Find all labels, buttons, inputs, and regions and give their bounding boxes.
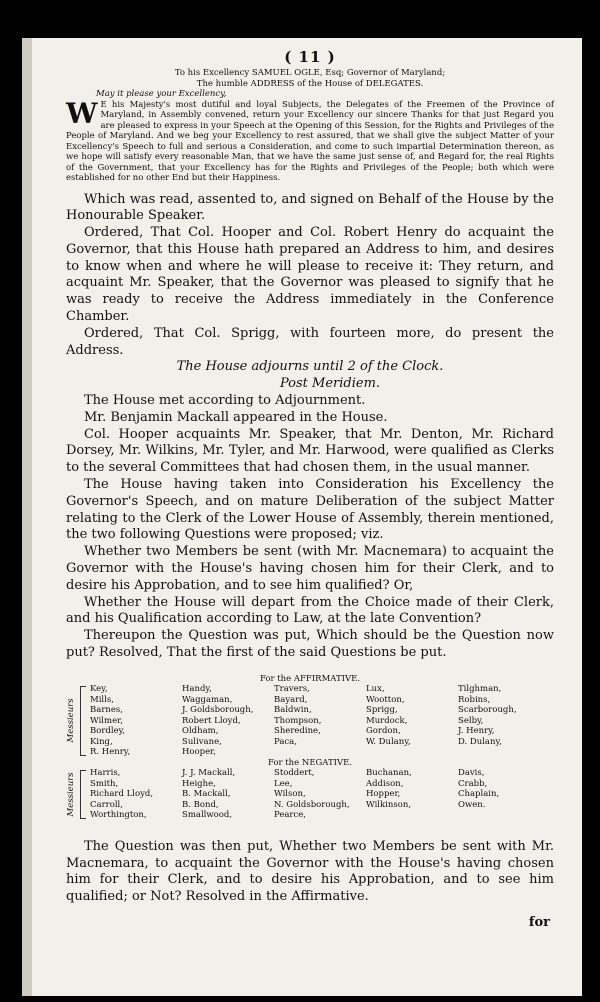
- member-name: Chaplain,: [458, 789, 500, 800]
- member-name: Wilkinson,: [366, 799, 412, 810]
- brace: [80, 770, 86, 819]
- member-name: Richard Lloyd,: [90, 789, 154, 800]
- member-name: Mills,: [90, 694, 114, 705]
- page-number: ( 11 ): [284, 48, 336, 66]
- member-name: Paca,: [274, 736, 297, 747]
- member-name: Addison,: [366, 778, 404, 789]
- member-name: Wootton,: [366, 694, 405, 705]
- vote-column: [90, 684, 182, 758]
- member-name: N. Goldsborough,: [274, 799, 350, 810]
- member-name: Barnes,: [90, 705, 123, 716]
- vote-column: [458, 768, 550, 821]
- address-title: The humble ADDRESS of the House of DELEGATES.: [196, 78, 424, 89]
- catchword: for: [528, 915, 550, 930]
- member-name: Murdock,: [366, 715, 408, 726]
- member-name: Smith,: [90, 778, 119, 789]
- paragraph: Col. Hooper acquaints Mr. Speaker, that Mr. Denton, Mr. Richard Dorsey, Mr. Wilkins, Mr. Tyler, and Mr. Harwood, were qualified as Clerks to the several Committees that had chosen them, in the usual manner.: [66, 426, 554, 476]
- member-name: Stoddert,: [274, 768, 315, 779]
- member-name: Robert Lloyd,: [182, 715, 241, 726]
- vote-column: [274, 768, 366, 821]
- closing-paragraph: The Question was then put, Whether two Members be sent with Mr. Macnemara, to acquaint the Governor with the House's having chosen him for their Clerk, and to desire his Approbation, and to see him qualified; or Not? Resolved in the Affirmative.: [66, 838, 554, 905]
- vote-column: [366, 768, 458, 821]
- affirmative-group: [66, 684, 554, 758]
- member-name: Wilmer,: [90, 715, 123, 726]
- member-name: J. Goldsborough,: [182, 705, 254, 716]
- member-name: Heighe,: [182, 778, 216, 789]
- member-name: King,: [90, 736, 113, 747]
- member-name: Worthington,: [90, 810, 147, 821]
- affirmative-heading: For the AFFIRMATIVE.: [259, 673, 361, 684]
- vote-column: [458, 684, 550, 758]
- member-name: Thompson,: [274, 715, 322, 726]
- member-name: Bordley,: [90, 726, 125, 737]
- member-name: Pearce,: [274, 810, 306, 821]
- member-name: R. Henry,: [90, 747, 131, 758]
- page-spine: [22, 38, 32, 996]
- member-name: Carroll,: [90, 799, 123, 810]
- member-name: Scarborough,: [458, 705, 517, 716]
- member-name: Gordon,: [366, 726, 401, 737]
- member-name: Handy,: [182, 684, 212, 695]
- paragraph: Ordered, That Col. Hooper and Col. Robert Henry do acquaint the Governor, that this House hath prepared an Address to him, and desires to know when and where he will please to receive it: They return, and acquaint Mr. Speaker, that the Governor was pleased to signify that he was ready to receive the Address immediately in the Conference Chamber.: [66, 225, 554, 325]
- page-header: [66, 48, 554, 66]
- member-name: Davis,: [458, 768, 485, 779]
- member-name: Lux,: [366, 684, 385, 695]
- adjourn-line: The House adjourns until 2 of the Clock.: [176, 359, 444, 375]
- member-name: Owen.: [458, 799, 486, 810]
- member-name: Sulivane,: [182, 736, 222, 747]
- member-name: Bayard,: [274, 694, 308, 705]
- member-name: Lee,: [274, 778, 293, 789]
- post-meridiem: Post Meridiem.: [279, 376, 381, 392]
- affirmative-names: [90, 684, 554, 758]
- negative-label: Messieurs: [66, 772, 76, 817]
- paragraph: Ordered, That Col. Sprigg, with fourteen more, do present the Address.: [66, 325, 554, 358]
- drop-cap: W: [66, 96, 98, 130]
- member-name: B. Bond,: [182, 799, 219, 810]
- member-name: Smallwood,: [182, 810, 233, 821]
- vote-column: [90, 768, 182, 821]
- member-name: Buchanan,: [366, 768, 412, 779]
- member-name: B. Mackall,: [182, 789, 231, 800]
- address-text: [66, 96, 554, 184]
- paragraph: Whether the House will depart from the Choice made of their Clerk, and his Qualification according to Law, at the late Convention?: [66, 594, 554, 627]
- affirmative-label: Messieurs: [66, 699, 76, 744]
- member-name: J. Henry,: [458, 726, 495, 737]
- vote-column: [182, 684, 274, 758]
- member-name: Waggaman,: [182, 694, 233, 705]
- vote-column: [366, 684, 458, 758]
- vote-column: [182, 768, 274, 821]
- member-name: Tilghman,: [458, 684, 502, 695]
- paragraph: Thereupon the Question was put, Which should be the Question now put? Resolved, That the first of the said Questions be put.: [66, 628, 554, 661]
- member-name: Selby,: [458, 715, 484, 726]
- member-name: Sheredine,: [274, 726, 321, 737]
- member-name: Harris,: [90, 768, 121, 779]
- member-name: Hopper,: [366, 789, 401, 800]
- member-name: W. Dulany,: [366, 736, 411, 747]
- closing-block: [66, 839, 554, 906]
- member-name: Hooper,: [182, 747, 216, 758]
- address-body: E his Majesty's most dutiful and loyal Subjects, the Delegates of the Freemen of the Province of Maryland, in Assembly convened, return your Excellency our sincere Thanks for that just Regard you are pleased to express in your Speech at the Opening of this Session, for the Rights and Privileges of the People of Maryland. And we beg your Excellency to rest assured, that we shall give the subject Matter of your Excellency's Speech to full and serious a Consideration, and come to such impartial Determination thereon, as we hope will satisfy every reasonable Man, that we have the same just sense of, and Regard for, the real Rights of the Government, that your Excellency has for the Rights and Privileges of the People; both which were established for no other End but their Happiness.: [66, 99, 554, 183]
- paragraph: Whether two Members be sent (with Mr. Macnemara) to acquaint the Governor with the House's having chosen him for their Clerk, and to desire his Approbation, and to see him qualified? Or,: [66, 544, 554, 593]
- address-block: [66, 68, 554, 184]
- address-opening: May it please your Excellency,: [96, 89, 227, 99]
- member-name: Crabb,: [458, 778, 488, 789]
- document-page: [22, 38, 582, 996]
- member-name: Key,: [90, 684, 108, 695]
- member-name: J. J. Mackall,: [182, 768, 236, 779]
- paragraph: Mr. Benjamin Mackall appeared in the House.: [84, 409, 388, 425]
- paragraph: The House met according to Adjournment.: [84, 393, 366, 409]
- brace: [80, 686, 86, 756]
- address-salutation: To his Excellency SAMUEL OGLE, Esq; Governor of Maryland;: [174, 68, 446, 78]
- member-name: Oldham,: [182, 726, 219, 737]
- paragraph: Which was read, assented to, and signed on Behalf of the House by the Honourable Speaker.: [66, 191, 554, 224]
- vote-tally: [66, 674, 554, 821]
- member-name: Robins,: [458, 694, 491, 705]
- member-name: Sprigg,: [366, 705, 398, 716]
- member-name: Wilson,: [274, 789, 306, 800]
- member-name: Baldwin,: [274, 705, 312, 716]
- proceedings: [66, 192, 554, 662]
- member-name: Travers,: [274, 684, 310, 695]
- negative-heading: For the NEGATIVE.: [267, 757, 353, 768]
- member-name: D. Dulany,: [458, 736, 502, 747]
- negative-group: [66, 768, 554, 821]
- negative-names: [90, 768, 554, 821]
- paragraph: The House having taken into Consideration his Excellency the Governor's Speech, and on mature Deliberation of the subject Matter relating to the Clerk of the Lower House of Assembly, therein mentioned, the two following Questions were proposed; viz.: [66, 477, 554, 543]
- vote-column: [274, 684, 366, 758]
